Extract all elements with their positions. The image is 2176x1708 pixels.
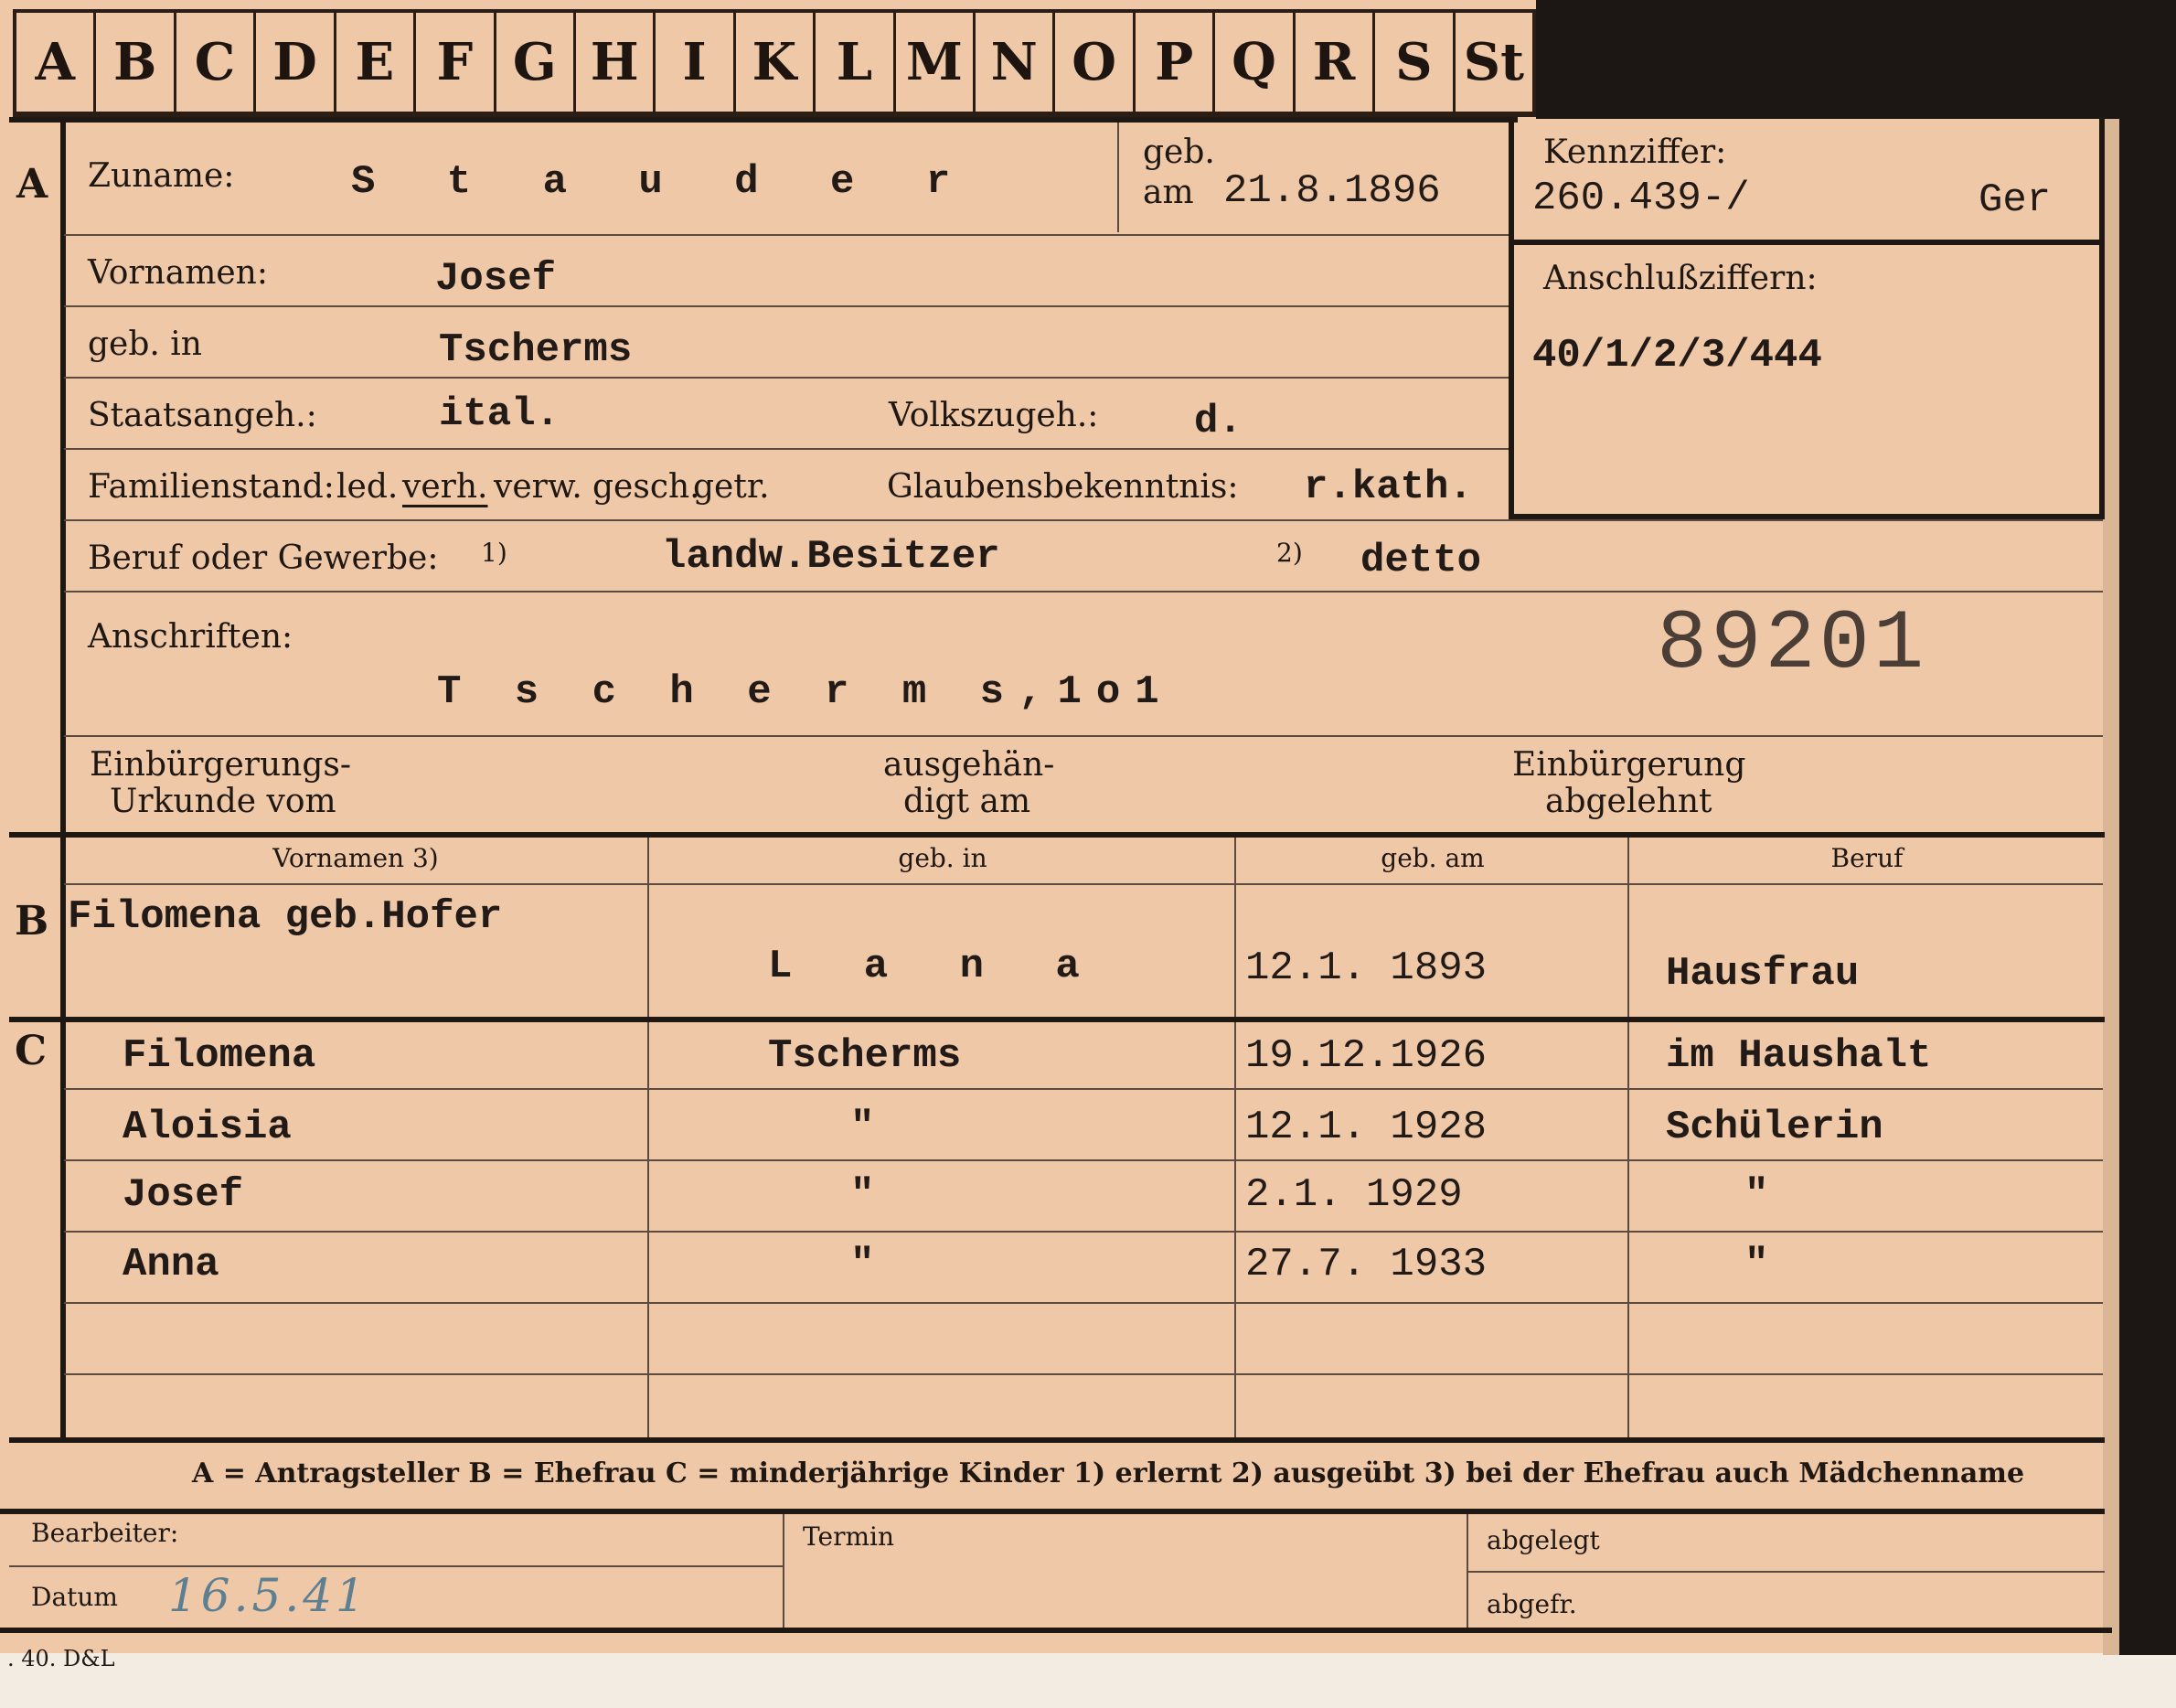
tab-letter: R xyxy=(1296,13,1375,112)
section-a-marker: A xyxy=(16,161,48,208)
child-birthplace: " xyxy=(850,1172,875,1218)
vornamen-label: Vornamen: xyxy=(88,254,268,292)
anschrift-value: T s c h e r m s,1o1 xyxy=(437,669,1174,715)
einbuergerungsurkunde-label: Einbürgerungs- xyxy=(90,746,352,784)
zuname-value: S t a u d e r xyxy=(351,159,975,205)
divider xyxy=(1468,1571,2105,1573)
divider xyxy=(60,117,66,836)
divider xyxy=(9,117,1518,123)
col-header-geb-in: geb. in xyxy=(898,843,987,873)
divider xyxy=(1117,123,1119,232)
glauben-label: Glaubensbekenntnis: xyxy=(887,468,1239,506)
beruf-label: Beruf oder Gewerbe: xyxy=(88,539,439,577)
alphabet-tabs xyxy=(13,9,1536,117)
divider xyxy=(64,377,1509,379)
familienstand-label: Familienstand: xyxy=(88,468,335,506)
child-birthdate: 12.1. 1928 xyxy=(1245,1105,1488,1150)
child-birthplace: " xyxy=(850,1105,875,1150)
child-birthdate: 2.1. 1929 xyxy=(1245,1172,1463,1218)
spouse-name: Filomena geb.Hofer xyxy=(68,894,503,940)
divider xyxy=(647,838,649,1437)
bearbeiter-label: Bearbeiter: xyxy=(31,1518,179,1548)
divider xyxy=(64,519,2103,521)
kennziffer-value: 260.439-/ xyxy=(1532,176,1750,221)
divider xyxy=(60,832,66,1437)
datum-label: Datum xyxy=(31,1582,118,1612)
familienstand-option: gesch. xyxy=(592,468,700,506)
tab-letter: B xyxy=(96,13,176,112)
divider xyxy=(1509,117,1514,519)
col-header-vornamen: Vornamen 3) xyxy=(272,843,439,873)
child-name: Anna xyxy=(123,1242,219,1287)
geb-in-value: Tscherms xyxy=(439,327,633,373)
divider xyxy=(9,1565,783,1567)
divider xyxy=(2099,117,2105,519)
divider xyxy=(64,735,2103,737)
section-b-marker: B xyxy=(15,898,49,945)
familienstand-option: led. xyxy=(336,468,399,506)
anschriften-label: Anschriften: xyxy=(88,618,293,656)
divider xyxy=(64,1373,2103,1375)
tab-letter: G xyxy=(496,13,576,112)
geb-label: geb. xyxy=(1143,133,1215,171)
divider xyxy=(1627,838,1629,1437)
spouse-birthdate: 12.1. 1893 xyxy=(1245,945,1488,991)
divider xyxy=(0,1509,2105,1514)
divider xyxy=(64,1159,2103,1161)
section-c-marker: C xyxy=(15,1028,48,1074)
anschluss-value: 40/1/2/3/444 xyxy=(1532,333,1822,379)
child-birthdate: 27.7. 1933 xyxy=(1245,1242,1488,1287)
card-right-edge xyxy=(2103,119,2119,1655)
divider xyxy=(9,1437,2105,1443)
divider xyxy=(64,234,1509,236)
volks-label: Volkszugeh.: xyxy=(889,397,1099,434)
tab-letter: St xyxy=(1463,32,1524,92)
tab-letter: F xyxy=(416,13,496,112)
child-birthplace: " xyxy=(850,1242,875,1287)
child-occupation: " xyxy=(1744,1172,1769,1218)
child-occupation: Schülerin xyxy=(1666,1105,1883,1150)
stamp-number: 89201 xyxy=(1657,596,1928,692)
staats-label: Staatsangeh.: xyxy=(88,397,317,434)
tab-letter: A xyxy=(16,13,96,112)
tab-letter: D xyxy=(256,13,336,112)
divider xyxy=(0,1628,2112,1633)
tab-letter: L xyxy=(816,13,895,112)
tab-letter: C xyxy=(176,13,256,112)
kennziffer-suffix: Ger xyxy=(1979,177,2052,223)
divider xyxy=(64,305,1509,307)
printer-imprint: . 40. D&L xyxy=(7,1646,115,1671)
child-name: Filomena xyxy=(123,1033,316,1079)
ausgehaendigt-label: ausgehän- xyxy=(883,746,1055,784)
child-occupation: " xyxy=(1744,1242,1769,1287)
beruf-note-1: 1) xyxy=(481,538,507,568)
tab-letter: N xyxy=(976,13,1055,112)
tab-letter: H xyxy=(576,13,656,112)
legend: A = Antragsteller B = Ehefrau C = minderjährige Kinder 1) erlernt 2) ausgeübt 3) bei der Ehefrau auch Mädchenname xyxy=(192,1457,2025,1489)
child-birthplace: Tscherms xyxy=(768,1033,962,1079)
tab-letter: S xyxy=(1375,13,1455,112)
vornamen-value: Josef xyxy=(435,256,557,302)
beruf-value-2: detto xyxy=(1360,538,1482,583)
geb-in-label: geb. in xyxy=(88,326,202,363)
tab-letter: O xyxy=(1055,13,1135,112)
child-birthdate: 19.12.1926 xyxy=(1245,1033,1488,1079)
tab-letter: M xyxy=(896,13,976,112)
divider xyxy=(9,1017,2105,1022)
tab-letter: Q xyxy=(1215,13,1295,112)
beruf-note-2: 2) xyxy=(1276,538,1303,568)
divider xyxy=(64,1231,2103,1233)
divider xyxy=(1509,240,2105,245)
divider xyxy=(1234,838,1236,1437)
spouse-occupation: Hausfrau xyxy=(1666,951,1860,997)
ausgehaendigt-label: digt am xyxy=(903,783,1031,820)
tab-letter: E xyxy=(336,13,416,112)
am-label: am xyxy=(1143,174,1194,211)
glauben-value: r.kath. xyxy=(1304,464,1473,510)
einbuergerung-abgelehnt-label: abgelehnt xyxy=(1545,783,1712,820)
col-header-geb-am: geb. am xyxy=(1381,843,1485,873)
familienstand-option: getr. xyxy=(693,468,770,506)
col-header-beruf: Beruf xyxy=(1830,843,1904,873)
divider xyxy=(783,1514,784,1628)
child-name: Josef xyxy=(123,1172,244,1218)
zuname-label: Zuname: xyxy=(88,157,235,195)
anschluss-label: Anschlußziffern: xyxy=(1543,260,1818,297)
familienstand-selected: verh. xyxy=(402,468,488,506)
termin-label: Termin xyxy=(803,1521,894,1552)
volks-value: d. xyxy=(1194,399,1243,444)
child-name: Aloisia xyxy=(123,1105,292,1150)
divider xyxy=(9,832,2105,838)
tab-letter: I xyxy=(656,13,735,112)
tab-letter: K xyxy=(736,13,816,112)
divider xyxy=(64,1302,2103,1304)
handwritten-date: 16.5.41 xyxy=(168,1569,368,1622)
black-background-right xyxy=(2119,0,2176,1655)
child-occupation: im Haushalt xyxy=(1666,1033,1932,1079)
black-background xyxy=(1536,0,2176,119)
divider xyxy=(64,1088,2103,1090)
divider xyxy=(64,591,2103,592)
birth-date: 21.8.1896 xyxy=(1223,168,1441,214)
divider xyxy=(64,883,2103,885)
einbuergerungsurkunde-label: Urkunde vom xyxy=(110,783,336,820)
divider xyxy=(64,448,1509,450)
tab-letter: P xyxy=(1136,13,1215,112)
beruf-value: landw.Besitzer xyxy=(662,534,1000,580)
spouse-birthplace: L a n a xyxy=(768,944,1104,989)
einbuergerung-abgelehnt-label: Einbürgerung xyxy=(1512,746,1746,784)
abgefr-label: abgefr. xyxy=(1487,1589,1577,1619)
staats-value: ital. xyxy=(439,391,560,437)
familienstand-option: verw. xyxy=(494,468,582,506)
kennziffer-label: Kennziffer: xyxy=(1543,133,1727,171)
abgelegt-label: abgelegt xyxy=(1487,1525,1600,1555)
